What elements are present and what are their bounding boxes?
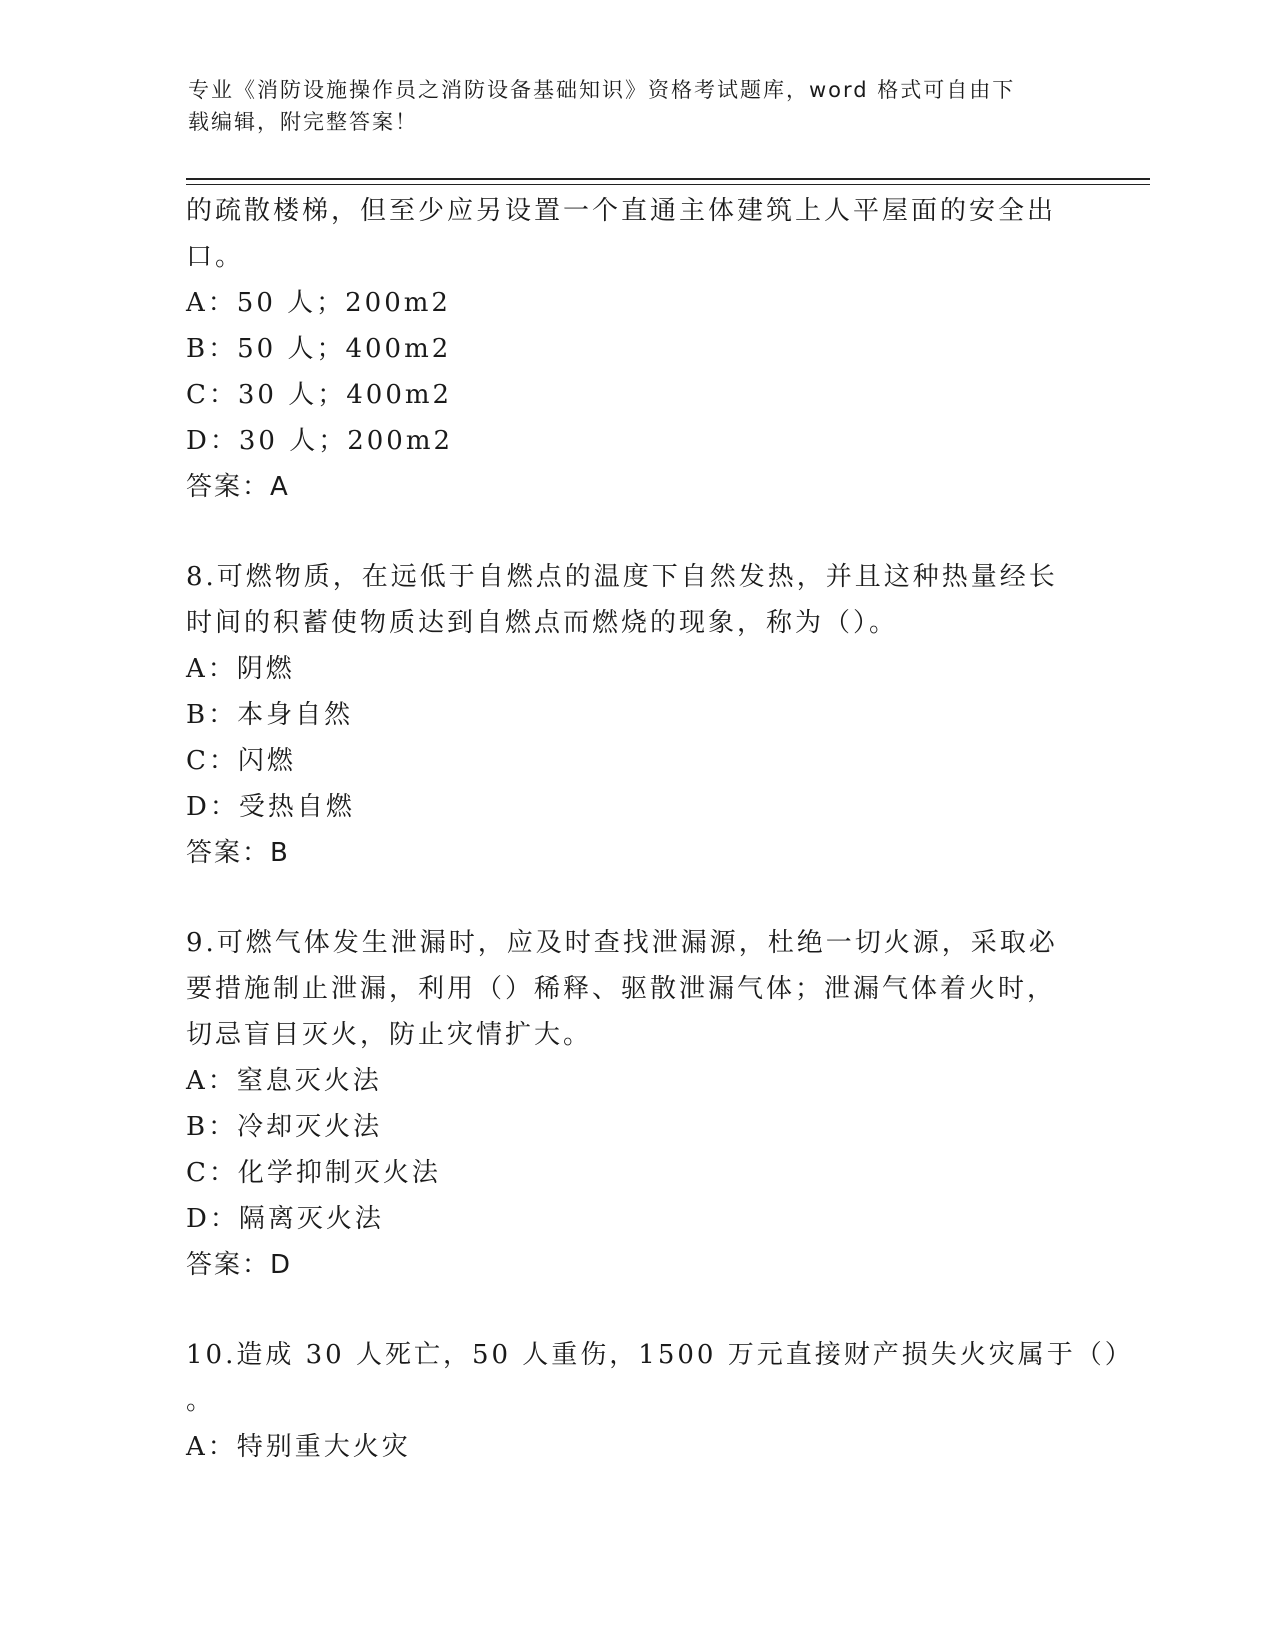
question-list [186,188,1134,1470]
document-header [188,74,1068,138]
question-8 [186,554,1066,876]
question-text-line: 口。 [186,242,245,272]
question-text-line: 。 [186,1386,216,1416]
option-c: C：30 人；400m2 [186,380,453,410]
question-text-line: 时间的积蓄使物质达到自燃点而燃烧的现象，称为（）。 [186,608,899,638]
question-7 [186,188,1066,510]
option-b: B：本身自然 [186,700,354,730]
question-text-line: 切忌盲目灭火，防止灾情扩大。 [186,1020,593,1050]
option-b: B：50 人；400m2 [186,334,452,364]
answer-line: 答案：B [186,838,290,868]
spacer [186,1288,1066,1332]
option-a: A：阴燃 [186,654,295,684]
header-line-1: 专业《消防设施操作员之消防设备基础知识》资格考试题库，word 格式可自由下 [188,78,1016,102]
question-9 [186,920,1066,1288]
header-line-2: 载编辑，附完整答案！ [188,110,418,134]
option-d: D：30 人；200m2 [186,426,454,456]
question-text-line: 要措施制止泄漏，利用（）稀释、驱散泄漏气体；泄漏气体着火时， [186,974,1057,1004]
question-text-line: 的疏散楼梯，但至少应另设置一个直通主体建筑上人平屋面的安全出 [186,196,1057,226]
answer-line: 答案：A [186,472,290,502]
option-a: A：窒息灭火法 [186,1066,382,1096]
option-a: A：特别重大火灾 [186,1432,411,1462]
option-c: C：化学抑制灭火法 [186,1158,441,1188]
spacer [186,876,1066,920]
question-text-line: 9.可燃气体发生泄漏时，应及时查找泄漏源，杜绝一切火源，采取必 [186,928,1058,958]
option-b: B：冷却灭火法 [186,1112,383,1142]
question-text-line: 10.造成 30 人死亡，50 人重伤，1500 万元直接财产损失火灾属于（） [186,1340,1134,1370]
option-d: D：隔离灭火法 [186,1204,384,1234]
answer-line: 答案：D [186,1250,293,1280]
header-divider-thin [186,184,1150,185]
spacer [186,510,1066,554]
option-d: D：受热自燃 [186,792,355,822]
option-a: A：50 人；200m2 [186,288,451,318]
question-10 [186,1332,1134,1470]
option-c: C：闪燃 [186,746,296,776]
question-text-line: 8.可燃物质，在远低于自燃点的温度下自然发热，并且这种热量经长 [186,562,1058,592]
header-divider-thick [186,178,1150,180]
